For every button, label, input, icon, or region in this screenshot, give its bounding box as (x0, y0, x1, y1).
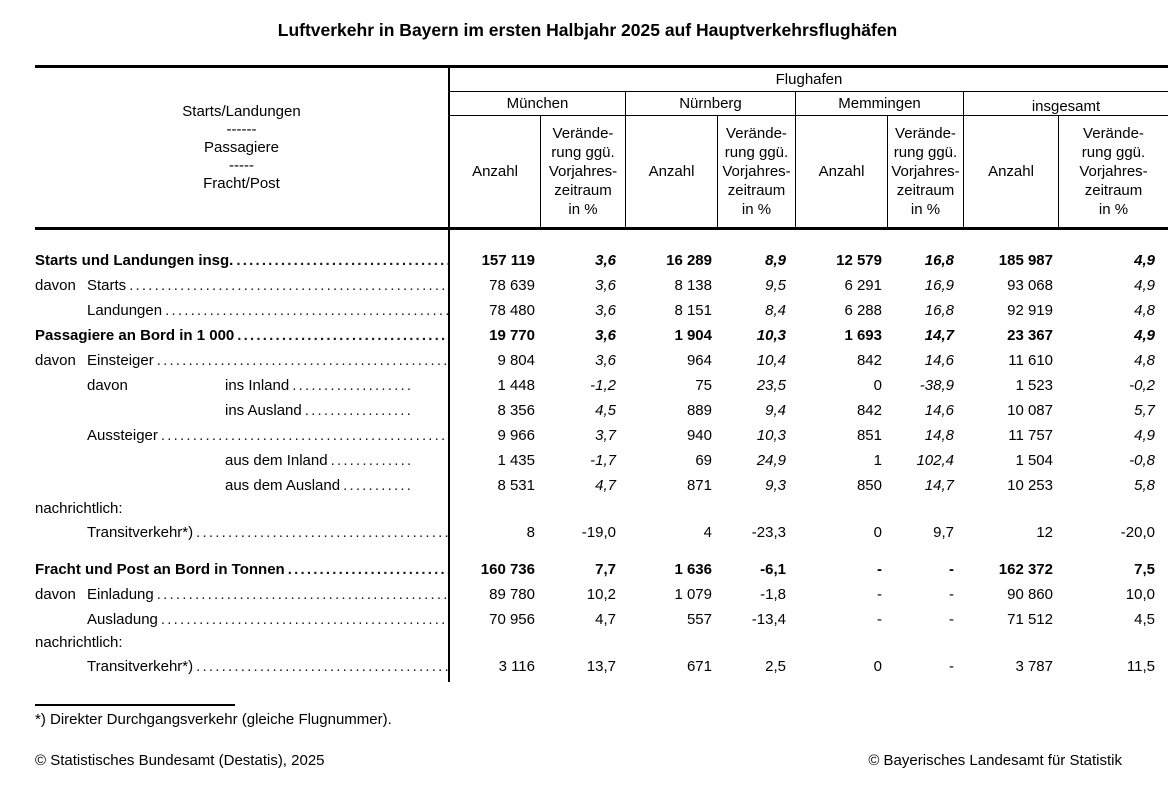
value-cell: 4,8 (1134, 302, 1155, 319)
value-cell: 10,3 (756, 327, 786, 344)
row-label: Passagiere an Bord in 1 000 (35, 327, 235, 344)
dot-leader (154, 582, 448, 607)
value-cell: 1 (873, 452, 882, 469)
value-cell: 10,2 (586, 586, 616, 603)
table-row-starts (35, 273, 1168, 298)
dot-leader (193, 654, 448, 679)
value-cell: 162 372 (998, 561, 1053, 578)
value-cell: 1 435 (497, 452, 535, 469)
value-cell: 9,5 (765, 277, 786, 294)
value-cell: 3 116 (498, 658, 535, 675)
value-cell: 69 (695, 452, 712, 469)
row-label: Einladung (87, 586, 154, 603)
value-cell: 9,4 (765, 402, 786, 419)
value-cell: 10 087 (1007, 402, 1053, 419)
value-cell: -23,3 (751, 524, 786, 541)
table-row-passagiere-insg (35, 323, 1168, 348)
value-cell: 10,4 (756, 352, 786, 369)
dot-leader (340, 473, 412, 498)
page-title: Luftverkehr in Bayern im ersten Halbjahr 2025 auf Hauptverkehrsflughäfen (277, 20, 898, 40)
value-cell: 889 (686, 402, 712, 419)
value-cell: - (949, 561, 954, 578)
subheader-anzahl: Anzahl (625, 116, 717, 227)
value-cell: -0,2 (1129, 377, 1155, 394)
table-row-starts-landungen-insg (35, 248, 1168, 273)
value-cell: 1 079 (674, 586, 712, 603)
value-cell: 940 (686, 427, 712, 444)
value-cell: 90 860 (1007, 586, 1053, 603)
copyright-bayern: © Bayerisches Landesamt für Statistik (868, 752, 1122, 769)
value-cell: 4,7 (595, 477, 616, 494)
value-cell: 851 (856, 427, 882, 444)
value-cell: 671 (686, 658, 712, 675)
table-row-aussteiger (35, 423, 1168, 448)
value-cell: - (877, 561, 882, 578)
table-row-aus-dem-inland (35, 448, 1168, 473)
row-prefix: davon (35, 586, 76, 603)
table-row-transitverkehr-passagiere (35, 520, 1168, 545)
value-cell: 4,9 (1134, 277, 1155, 294)
value-cell: 16,8 (924, 302, 954, 319)
value-cell: 78 480 (489, 302, 535, 319)
value-cell: 8 138 (674, 277, 712, 294)
copyright-destatis: © Statistisches Bundesamt (Destatis), 2025 (35, 752, 325, 769)
value-cell: 1 636 (674, 561, 712, 578)
dot-leader (158, 423, 448, 448)
table-row-landungen (35, 298, 1168, 323)
dot-leader (162, 298, 448, 323)
dot-leader (328, 448, 412, 473)
value-cell: 70 956 (489, 611, 535, 628)
value-cell: 160 736 (480, 561, 535, 578)
section-spacer (35, 230, 1168, 248)
value-cell: 4,5 (595, 402, 616, 419)
dot-leader (289, 373, 412, 398)
row-header-cell (35, 68, 448, 227)
value-cell: 4,9 (1134, 252, 1155, 269)
row-label: nachrichtlich: (35, 500, 123, 517)
value-cell: 8,4 (765, 302, 786, 319)
subheader-anzahl: Anzahl (448, 116, 540, 227)
row-label: Transitverkehr*) (87, 524, 194, 541)
value-cell: 157 119 (481, 252, 535, 269)
value-cell: 5,7 (1134, 402, 1155, 419)
value-cell: -1,8 (760, 586, 786, 603)
value-cell: 102,4 (916, 452, 954, 469)
value-cell: -38,9 (919, 377, 954, 394)
value-cell: 14,6 (924, 352, 954, 369)
row-prefix: davon (35, 352, 76, 369)
dot-leader (233, 248, 448, 273)
statistics-table (35, 65, 1168, 682)
value-cell: 11 757 (1008, 427, 1053, 444)
value-cell: 9 966 (497, 427, 535, 444)
value-cell: 16,9 (924, 277, 954, 294)
table-header (35, 65, 1168, 230)
value-cell: 4 (703, 524, 712, 541)
value-cell: 8,9 (765, 252, 786, 269)
row-label: Landungen (87, 302, 163, 319)
value-cell: 9,7 (933, 524, 954, 541)
row-label: Fracht und Post an Bord in Tonnen (35, 561, 285, 578)
value-cell: 92 919 (1007, 302, 1053, 319)
value-cell: - (949, 586, 954, 603)
value-cell: 8 531 (497, 477, 535, 494)
value-cell: 8 151 (674, 302, 712, 319)
row-label: Ausladung (87, 611, 158, 628)
subheader-anzahl: Anzahl (795, 116, 887, 227)
value-cell: 8 356 (497, 402, 535, 419)
table-row-einsteiger (35, 348, 1168, 373)
value-cell: 10,3 (756, 427, 786, 444)
value-cell: 89 780 (489, 586, 535, 603)
value-cell: 3,6 (595, 327, 616, 344)
value-cell: 871 (686, 477, 712, 494)
value-cell: 6 291 (844, 277, 882, 294)
flughafen-header: Flughafen (448, 68, 1168, 92)
value-cell: 16,8 (924, 252, 954, 269)
dot-leader (193, 520, 448, 545)
value-cell: 842 (856, 402, 882, 419)
value-cell: 3,6 (595, 277, 616, 294)
value-cell: 3,7 (595, 427, 616, 444)
value-cell: 71 512 (1007, 611, 1053, 628)
row-header-separator: ------ (226, 120, 257, 138)
value-cell: 964 (686, 352, 712, 369)
dot-leader (154, 348, 448, 373)
value-cell: -13,4 (751, 611, 786, 628)
value-cell: 23,5 (756, 377, 786, 394)
value-cell: 8 (526, 524, 535, 541)
value-cell: 12 579 (836, 252, 882, 269)
table-row-transitverkehr-fracht (35, 654, 1168, 679)
value-cell: 185 987 (998, 252, 1053, 269)
value-cell: 16 289 (666, 252, 712, 269)
value-cell: 4,9 (1134, 427, 1155, 444)
table-row-fracht-post-insg (35, 557, 1168, 582)
value-cell: 1 448 (497, 377, 535, 394)
table-row-ins-ausland (35, 398, 1168, 423)
table-row-ausladung (35, 607, 1168, 632)
airport-header-nuernberg: Nürnberg (625, 92, 795, 116)
value-cell: 2,5 (765, 658, 786, 675)
column-divider-line (448, 230, 450, 682)
value-cell: 14,6 (924, 402, 954, 419)
dot-leader (158, 607, 448, 632)
value-cell: 4,5 (1134, 611, 1155, 628)
value-cell: -19,0 (581, 524, 616, 541)
row-label: ins Ausland (225, 402, 302, 419)
value-cell: 1 693 (844, 327, 882, 344)
value-cell: 1 904 (674, 327, 712, 344)
subheader-veraenderung: Verände- rung ggü. Vorjahres- zeitraum in % (540, 116, 625, 227)
airport-header-memmingen: Memmingen (795, 92, 963, 116)
value-cell: 3,6 (595, 352, 616, 369)
value-cell: 4,7 (595, 611, 616, 628)
section-spacer (35, 545, 1168, 557)
value-cell: -1,2 (590, 377, 616, 394)
value-cell: 14,7 (924, 477, 954, 494)
value-cell: - (877, 586, 882, 603)
value-cell: 6 288 (844, 302, 882, 319)
value-cell: 7,7 (595, 561, 616, 578)
value-cell: 3 787 (1015, 658, 1053, 675)
value-cell: 11,5 (1126, 658, 1155, 675)
airport-header-insgesamt: insgesamt (963, 92, 1168, 116)
table-row-nachrichtlich (35, 632, 1168, 654)
value-cell: 7,5 (1134, 561, 1155, 578)
value-cell: 14,7 (924, 327, 954, 344)
row-label: Transitverkehr*) (87, 658, 194, 675)
subheader-veraenderung: Verände- rung ggü. Vorjahres- zeitraum in % (1058, 116, 1168, 227)
value-cell: 9,3 (765, 477, 786, 494)
value-cell: -20,0 (1120, 524, 1155, 541)
row-label: nachrichtlich: (35, 634, 123, 651)
row-prefix: davon (35, 277, 76, 294)
value-cell: 78 639 (489, 277, 535, 294)
table-row-nachrichtlich (35, 498, 1168, 520)
value-cell: 3,6 (595, 252, 616, 269)
table-body (35, 230, 1168, 682)
dot-leader (234, 323, 448, 348)
footnote-rule (35, 704, 235, 706)
value-cell: 842 (856, 352, 882, 369)
row-header-line: Starts/Landungen (182, 102, 301, 120)
value-cell: -0,8 (1129, 452, 1155, 469)
dot-leader (285, 557, 448, 582)
row-label: Starts und Landungen insg. (35, 252, 234, 269)
value-cell: 13,7 (586, 658, 616, 675)
value-cell: 5,8 (1134, 477, 1155, 494)
value-cell: -6,1 (760, 561, 786, 578)
row-prefix: davon (87, 377, 128, 394)
dot-leader (302, 398, 412, 423)
value-cell: 10,0 (1125, 586, 1155, 603)
airport-header-muenchen: München (448, 92, 625, 116)
value-cell: - (949, 611, 954, 628)
copyright-bar (35, 752, 1122, 769)
value-cell: 10 253 (1007, 477, 1053, 494)
value-cell: 19 770 (489, 327, 535, 344)
table-row-einladung (35, 582, 1168, 607)
row-label: ins Inland (225, 377, 290, 394)
row-label: Einsteiger (87, 352, 154, 369)
dot-leader (126, 273, 448, 298)
value-cell: 0 (873, 377, 882, 394)
row-label: aus dem Ausland (225, 477, 341, 494)
value-cell: 23 367 (1007, 327, 1053, 344)
value-cell: - (877, 611, 882, 628)
value-cell: -1,7 (590, 452, 616, 469)
subheader-veraenderung: Verände- rung ggü. Vorjahres- zeitraum in % (717, 116, 795, 227)
row-label: aus dem Inland (225, 452, 328, 469)
value-cell: 557 (686, 611, 712, 628)
value-cell: 0 (873, 524, 882, 541)
value-cell: 24,9 (756, 452, 786, 469)
row-label: Starts (87, 277, 127, 294)
value-cell: 3,6 (595, 302, 616, 319)
value-cell: 93 068 (1007, 277, 1053, 294)
row-label: Aussteiger (87, 427, 158, 444)
value-cell: - (949, 658, 954, 675)
value-cell: 12 (1036, 524, 1053, 541)
value-cell: 850 (856, 477, 882, 494)
value-cell: 4,8 (1134, 352, 1155, 369)
value-cell: 14,8 (924, 427, 954, 444)
value-cell: 1 523 (1015, 377, 1053, 394)
row-header-line: Passagiere (203, 138, 280, 156)
value-cell: 9 804 (497, 352, 535, 369)
row-header-line: Fracht/Post (203, 174, 280, 192)
table-row-ins-inland (35, 373, 1168, 398)
value-cell: 11 610 (1008, 352, 1053, 369)
footnote-text: *) Direkter Durchgangsverkehr (gleiche Flugnummer). (35, 711, 392, 728)
subheader-veraenderung: Verände- rung ggü. Vorjahres- zeitraum in % (887, 116, 963, 227)
row-header-separator: ----- (229, 156, 254, 174)
table-row-aus-dem-ausland (35, 473, 1168, 498)
subheader-anzahl: Anzahl (963, 116, 1058, 227)
value-cell: 1 504 (1015, 452, 1053, 469)
value-cell: 0 (873, 658, 882, 675)
value-cell: 75 (695, 377, 712, 394)
value-cell: 4,9 (1134, 327, 1155, 344)
